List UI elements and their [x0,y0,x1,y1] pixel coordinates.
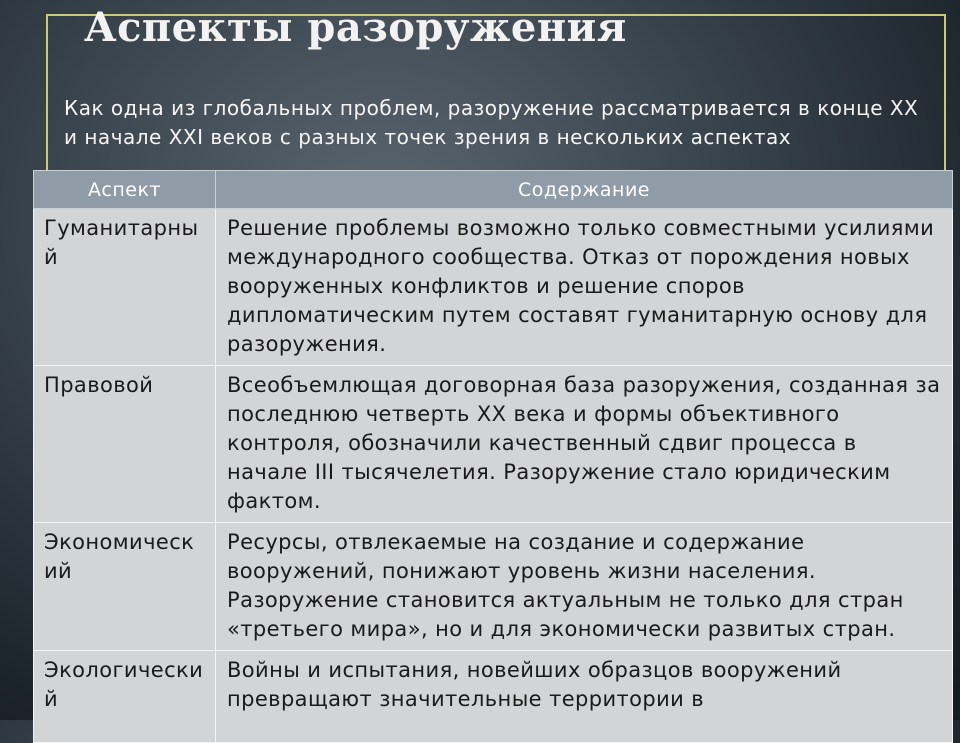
aspects-table [33,170,953,743]
aspect-cell: Экономический [34,523,216,651]
table-row [34,523,953,651]
header-aspect: Аспект [34,171,216,209]
content-cell: Всеобъемлющая договорная база разоружения, созданная за последнюю четверть XX века и формы объективного контроля, обозначили качественный сдвиг процесса в начале III тысячелетия. Разоружение стало юридическим фактом. [216,366,953,523]
aspect-cell: Правовой [34,366,216,523]
aspect-cell: Гуманитарный [34,209,216,366]
content-cell: Войны и испытания, новейших образцов вооружений превращают значительные территории в [216,651,953,743]
content-cell: Ресурсы, отвлекаемые на создание и содержание вооружений, понижают уровень жизни населения. Разоружение становится актуальным не только для стран «третьего мира», но и для экономически развитых стран. [216,523,953,651]
table-header-row [34,171,953,209]
header-content: Содержание [216,171,953,209]
intro-text: Как одна из глобальных проблем, разоружение рассматривается в конце XX и начале XXI веков с разных точек зрения в нескольких аспектах [64,96,919,149]
table-row [34,209,953,366]
aspect-cell: Экологический [34,651,216,743]
table-row [34,366,953,523]
content-cell: Решение проблемы возможно только совместными усилиями международного сообщества. Отказ от порождения новых вооруженных конфликтов и решение споров дипломатическим путем составят гуманитарную основу для разоружения. [216,209,953,366]
page-title: Аспекты разоружения [84,4,627,51]
table-row [34,651,953,743]
